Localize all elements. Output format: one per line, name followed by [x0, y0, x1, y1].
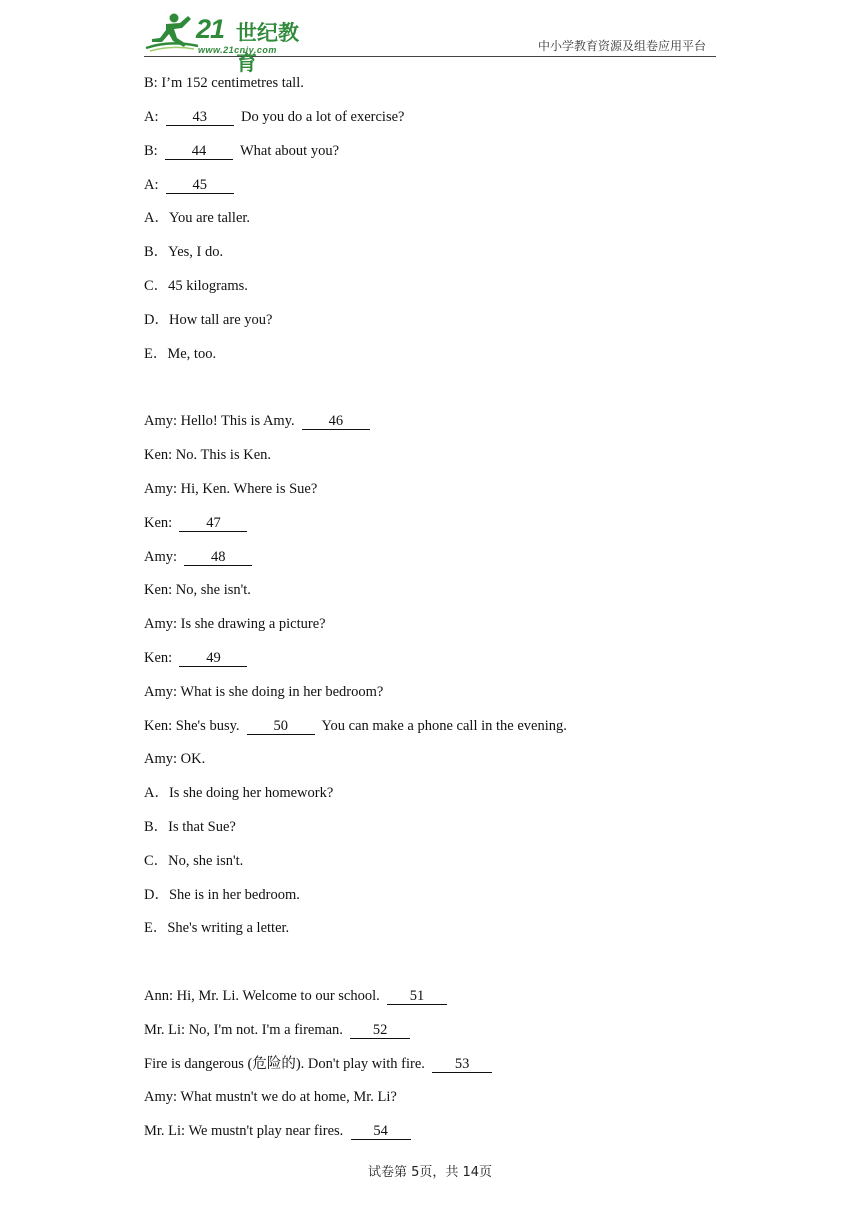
logo-number: 21 — [196, 14, 225, 44]
dialogue-text: Mr. Li: No, I'm not. I'm a fireman. — [144, 1022, 343, 1038]
answer-blank[interactable]: 47 — [179, 516, 247, 532]
dialogue-text: You can make a phone call in the evening. — [321, 718, 567, 734]
option-item: A．You are taller. — [144, 210, 251, 226]
option-item: E．She's writing a letter. — [144, 920, 290, 936]
option-item: D．She is in her bedroom. — [144, 887, 300, 903]
dialogue-line — [144, 176, 234, 194]
answer-blank[interactable]: 46 — [302, 414, 370, 430]
dialogue-line — [144, 717, 567, 735]
dialogue-text: Do you do a lot of exercise? — [241, 109, 405, 125]
dialogue-text: Amy: Hello! This is Amy. — [144, 413, 295, 429]
answer-blank[interactable]: 54 — [351, 1124, 411, 1140]
dialogue-line: Amy: What is she doing in her bedroom? — [144, 684, 384, 700]
option-item: B．Is that Sue? — [144, 819, 236, 835]
dialogue-line: Ken: No. This is Ken. — [144, 447, 272, 463]
dialogue-text: Mr. Li: We mustn't play near fires. — [144, 1123, 344, 1139]
speaker-label: A: — [144, 177, 159, 193]
dialogue-line: B: I’m 152 centimetres tall. — [144, 75, 304, 91]
answer-blank[interactable]: 51 — [387, 989, 447, 1005]
dialogue-line — [144, 412, 370, 430]
dialogue-line — [144, 649, 247, 667]
dialogue-text: Fire is dangerous (危险的). Don't play with fire. — [144, 1056, 425, 1072]
answer-blank[interactable]: 50 — [247, 719, 315, 735]
option-item: C．45 kilograms. — [144, 278, 248, 294]
dialogue-text: Ken: She's busy. — [144, 718, 240, 734]
option-item: C．No, she isn't. — [144, 853, 244, 869]
option-item: A．Is she doing her homework? — [144, 785, 334, 801]
dialogue-line — [144, 108, 404, 126]
speaker-label: Ken: — [144, 650, 173, 666]
page-number: 试卷第 5页，共 14页 — [367, 1165, 493, 1180]
speaker-label: A: — [144, 109, 159, 125]
answer-blank[interactable]: 44 — [165, 144, 233, 160]
answer-blank[interactable]: 43 — [166, 110, 234, 126]
option-item: E．Me, too. — [144, 346, 217, 362]
answer-blank[interactable]: 49 — [179, 651, 247, 667]
page-header — [144, 8, 716, 75]
dialogue-line: Amy: OK. — [144, 751, 206, 767]
speaker-label: Amy: — [144, 549, 178, 565]
dialogue-line — [144, 1122, 411, 1140]
dialogue-line — [144, 1055, 492, 1073]
dialogue-text: What about you? — [239, 143, 340, 159]
answer-blank[interactable]: 53 — [432, 1057, 492, 1073]
dialogue-line: Amy: Hi, Ken. Where is Sue? — [144, 481, 318, 497]
speaker-label: B: — [144, 143, 158, 159]
platform-name: 中小学教育资源及组卷应用平台 — [537, 39, 706, 53]
dialogue-line — [144, 548, 252, 566]
dialogue-line — [144, 142, 339, 160]
dialogue-line: Amy: What mustn't we do at home, Mr. Li? — [144, 1089, 397, 1105]
dialogue-line: Amy: Is she drawing a picture? — [144, 616, 326, 632]
logo-url: www.21cnjy.com — [198, 45, 277, 55]
option-item: B．Yes, I do. — [144, 244, 224, 260]
answer-blank[interactable]: 45 — [166, 178, 234, 194]
dialogue-line — [144, 514, 247, 532]
answer-blank[interactable]: 48 — [184, 550, 252, 566]
answer-blank[interactable]: 52 — [350, 1023, 410, 1039]
dialogue-line — [144, 987, 447, 1005]
dialogue-line — [144, 1021, 410, 1039]
logo-chinese-name: 世纪教育 — [236, 21, 299, 75]
option-item: D．How tall are you? — [144, 312, 273, 328]
dialogue-line: Ken: No, she isn't. — [144, 582, 251, 598]
logo — [144, 12, 314, 75]
dialogue-text: Ann: Hi, Mr. Li. Welcome to our school. — [144, 988, 380, 1004]
speaker-label: Ken: — [144, 515, 173, 531]
runner-icon — [144, 12, 200, 52]
